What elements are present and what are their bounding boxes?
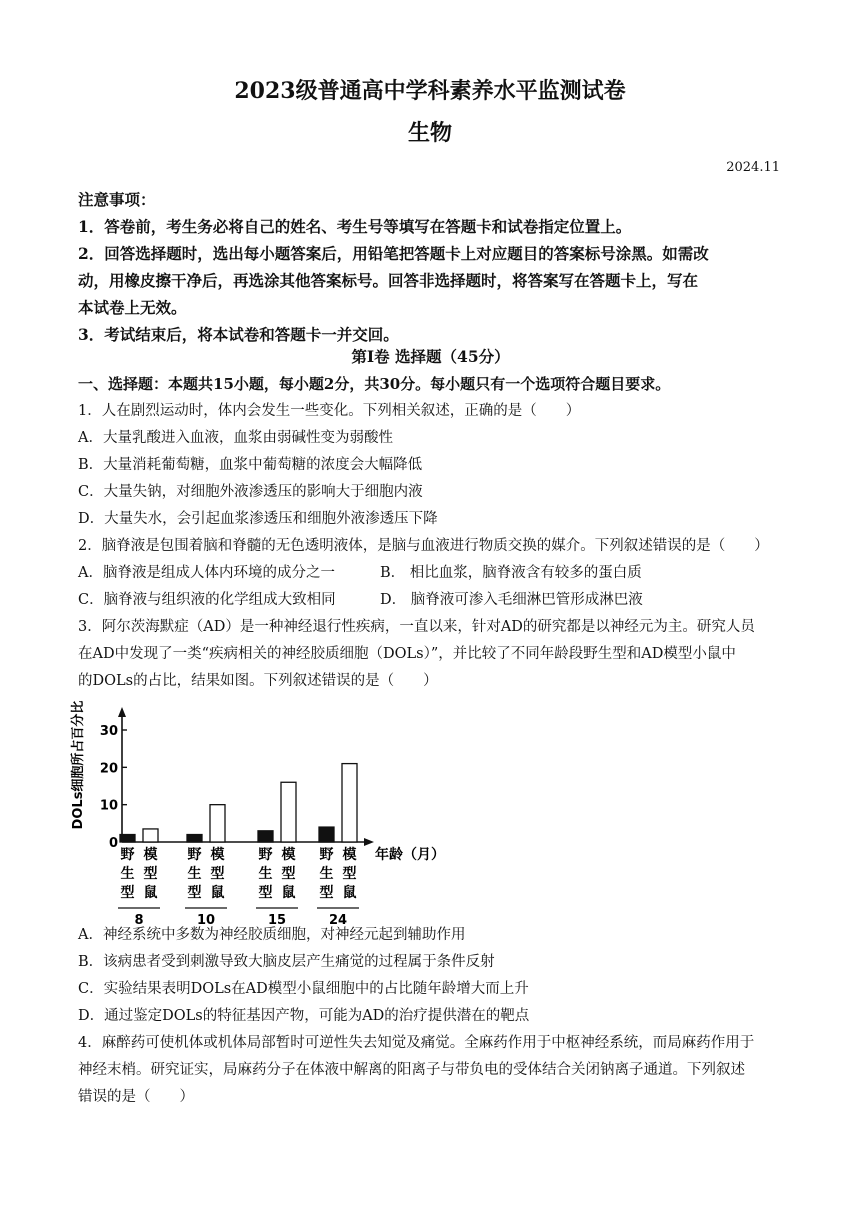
notice-item: 2．回答选择题时，选出每小题答案后，用铅笔把答题卡上对应题目的答案标号涂黑。如需改 — [78, 244, 709, 263]
bar — [210, 805, 225, 842]
question-3 — [78, 614, 783, 695]
bar — [143, 829, 158, 842]
bar — [281, 782, 296, 842]
question-stem: 4．麻醉药可使机体或机体局部暂时可逆性失去知觉及痛觉。全麻药作用于中枢神经系统，而局麻药作用于 — [78, 1035, 755, 1051]
question-3-options — [78, 922, 783, 1030]
group-label: 24 — [328, 913, 348, 928]
bar-label: 鼠 — [342, 885, 357, 901]
bar-label: 型 — [143, 866, 158, 882]
option: B． 相比血浆，脑脊液含有较多的蛋白质 — [380, 565, 642, 581]
option: A．大量乳酸进入血液，血浆由弱碱性变为弱酸性 — [78, 430, 393, 446]
question-1 — [78, 398, 783, 533]
bar-label: 型 — [120, 885, 135, 901]
bar — [342, 764, 357, 842]
bar-label: 模 — [210, 847, 225, 863]
notice-item: 1．答卷前，考生务必将自己的姓名、考生号等填写在答题卡和试卷指定位置上。 — [78, 217, 632, 236]
question-stem: 神经末梢。研究证实，局麻药分子在体液中解离的阳离子与带负电的受体结合关闭钠离子通道。下列叙述 — [78, 1062, 745, 1078]
bar-label: 型 — [319, 885, 334, 901]
bar-label: 野 — [258, 847, 273, 863]
option: B．大量消耗葡萄糖，血浆中葡萄糖的浓度会大幅降低 — [78, 457, 423, 473]
bar-label: 模 — [342, 847, 357, 863]
bar-label: 野 — [120, 847, 135, 863]
bar-label: 型 — [342, 866, 357, 882]
exam-date: 2024.11 — [726, 160, 780, 175]
notice-heading: 注意事项： — [78, 190, 156, 209]
notice-item: 3．考试结束后，将本试卷和答题卡一并交回。 — [78, 325, 399, 344]
notice-item: 本试卷上无效。 — [78, 298, 187, 317]
group-label: 8 — [134, 913, 144, 928]
option: D．通过鉴定DOLs的特征基因产物，可能为AD的治疗提供潜在的靶点 — [78, 1008, 530, 1024]
question-stem: 的DOLs的占比，结果如图。下列叙述错误的是（ ） — [78, 673, 438, 689]
question-stem: 3．阿尔茨海默症（AD）是一种神经退行性疾病，一直以来，针对AD的研究都是以神经元为主。研究人员 — [78, 619, 755, 635]
group-label: 15 — [267, 913, 287, 928]
dols-bar-chart — [71, 695, 452, 928]
bar-label: 型 — [281, 866, 296, 882]
bar-label: 型 — [258, 885, 273, 901]
bar-label: 鼠 — [210, 885, 225, 901]
y-tick-label: 10 — [99, 798, 118, 814]
section-title: 第Ⅰ卷 选择题（45分） — [351, 347, 510, 366]
chart-svg — [71, 695, 452, 928]
bar-label: 模 — [143, 847, 158, 863]
question-stem: 2．脑脊液是包围着脑和脊髓的无色透明液体，是脑与血液进行物质交换的媒介。下列叙述错误的是（ ） — [78, 538, 769, 554]
option: B．该病患者受到刺激导致大脑皮层产生痛觉的过程属于条件反射 — [78, 954, 495, 970]
y-tick-label: 20 — [99, 761, 118, 777]
bar — [120, 835, 135, 842]
group-label: 10 — [196, 913, 216, 928]
question-stem: 在AD中发现了一类“疾病相关的神经胶质细胞（DOLs）”，并比较了不同年龄段野生型和AD模型小鼠中 — [78, 646, 736, 662]
option: D．大量失水，会引起血浆渗透压和细胞外液渗透压下降 — [78, 511, 438, 527]
bar-label: 野 — [187, 847, 202, 863]
y-axis-label: DOLs细胞所占百分比 — [71, 700, 86, 830]
question-4 — [78, 1030, 783, 1111]
section-instruction: 一、选择题：本题共15小题，每小题2分，共30分。每小题只有一个选项符合题目要求。 — [78, 375, 671, 393]
bar-label: 模 — [281, 847, 296, 863]
option: C．实验结果表明DOLs在AD模型小鼠细胞中的占比随年龄增大而上升 — [78, 981, 529, 997]
option: A．脑脊液是组成人体内环境的成分之一 — [78, 565, 335, 581]
bar-label: 型 — [187, 885, 202, 901]
notice-item: 动，用橡皮擦干净后，再选涂其他答案标号。回答非选择题时，将答案写在答题卡上，写在 — [78, 271, 699, 290]
option: C．大量失钠，对细胞外液渗透压的影响大于细胞内液 — [78, 484, 423, 500]
bar-label: 生 — [187, 866, 202, 882]
y-tick-label: 0 — [108, 836, 118, 851]
bar-label: 生 — [319, 866, 334, 882]
x-axis-arrow — [364, 838, 374, 846]
x-axis-label: 年龄（月） — [375, 847, 445, 863]
bar-label: 野 — [319, 847, 334, 863]
notice-section — [78, 186, 783, 348]
bar-label: 鼠 — [143, 885, 158, 901]
bar — [187, 835, 202, 842]
question-stem: 错误的是（ ） — [78, 1089, 194, 1105]
bar — [319, 827, 334, 842]
question-2 — [78, 533, 783, 614]
option: C．脑脊液与组织液的化学组成大致相同 — [78, 592, 336, 608]
option: A．神经系统中多数为神经胶质细胞，对神经元起到辅助作用 — [78, 927, 466, 943]
bar-label: 型 — [210, 866, 225, 882]
exam-title: 2023级普通高中学科素养水平监测试卷 — [234, 78, 626, 104]
bar-label: 鼠 — [281, 885, 296, 901]
y-tick-label: 30 — [99, 724, 118, 739]
option: D． 脑脊液可渗入毛细淋巴管形成淋巴液 — [380, 592, 643, 608]
question-stem: 1．人在剧烈运动时，体内会发生一些变化。下列相关叙述，正确的是（ ） — [78, 403, 581, 419]
y-axis-arrow — [118, 707, 126, 717]
bar-label: 生 — [258, 866, 273, 882]
exam-subject: 生物 — [407, 120, 452, 146]
bar-label: 生 — [120, 866, 135, 882]
bar — [258, 831, 273, 842]
